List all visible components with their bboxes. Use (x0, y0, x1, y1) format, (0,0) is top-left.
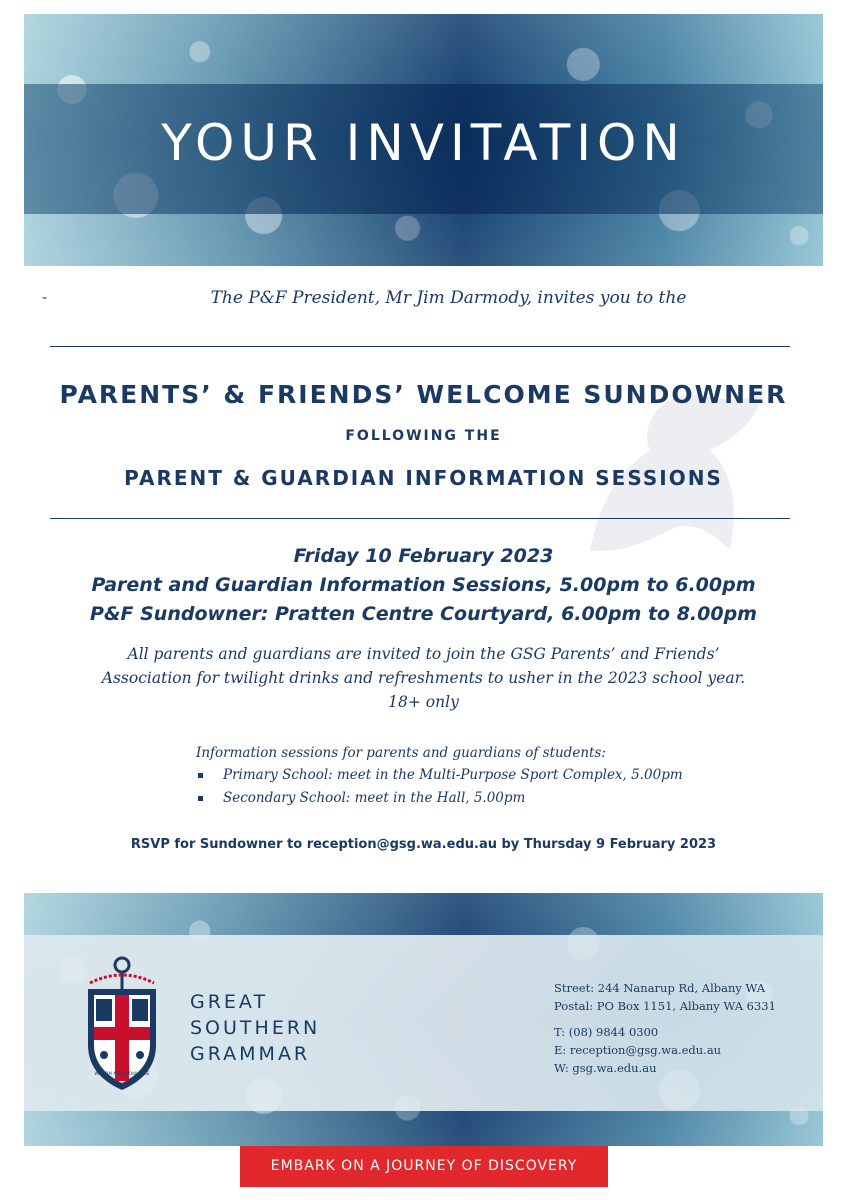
school-crest-icon (82, 955, 162, 1095)
email-address: E: reception@gsg.wa.edu.au (554, 1043, 722, 1057)
invitation-title: YOUR INVITATION (161, 114, 686, 172)
sundowner-time: P&F Sundowner: Pratten Centre Courtyard, 6.00pm to 8.00pm (90, 603, 757, 625)
description-line: All parents and guardians are invited to join the GSG Parents’ and Friends’ (127, 645, 720, 663)
street-address: Street: 244 Nanarup Rd, Albany WA (554, 981, 766, 995)
sessions-intro: Information sessions for parents and guardians of students: (196, 745, 606, 761)
website: W: gsg.wa.edu.au (554, 1061, 657, 1075)
session-primary: Primary School: meet in the Multi-Purpose Sport Complex, 5.00pm (223, 767, 683, 783)
contact-details (554, 979, 776, 1077)
divider-top (50, 346, 790, 347)
description-line: Association for twilight drinks and refreshments to usher in the 2023 school year. (101, 669, 746, 687)
divider-bottom (50, 518, 790, 519)
rsvp-text: RSVP for Sundowner to reception@gsg.wa.edu.au by Thursday 9 February 2023 (130, 837, 717, 852)
event-date: Friday 10 February 2023 (293, 545, 554, 567)
list-item (196, 787, 683, 810)
stray-dash: - (42, 290, 48, 306)
age-restriction: 18+ only (388, 693, 459, 711)
intro-text: The P&F President, Mr Jim Darmody, invites you to the (210, 288, 687, 308)
info-session-time: Parent and Guardian Information Sessions, 5.00pm to 6.00pm (91, 574, 756, 596)
bullet-icon (198, 796, 203, 801)
event-details (0, 542, 847, 629)
school-name-line: SOUTHERN (190, 1017, 321, 1039)
event-description (80, 642, 767, 714)
session-secondary: Secondary School: meet in the Hall, 5.00pm (223, 790, 526, 806)
phone-number: T: (08) 9844 0300 (554, 1025, 659, 1039)
school-name (190, 989, 320, 1067)
list-item (196, 764, 683, 787)
postal-address: Postal: PO Box 1151, Albany WA 6331 (554, 999, 776, 1013)
event-subtitle: PARENT & GUARDIAN INFORMATION SESSIONS (124, 466, 723, 490)
school-name-line: GREAT (190, 991, 269, 1013)
event-title: PARENTS’ & FRIENDS’ WELCOME SUNDOWNER (59, 380, 788, 409)
bullet-icon (198, 773, 203, 778)
following-label: FOLLOWING THE (345, 428, 502, 444)
header-image (24, 14, 823, 266)
sessions-list (196, 742, 683, 810)
footer-image (24, 893, 823, 1146)
school-name-line: GRAMMAR (190, 1043, 311, 1065)
crest-motto: WISDOM AND KNOWLEDGE (94, 1071, 150, 1076)
tagline-banner: EMBARK ON A JOURNEY OF DISCOVERY (240, 1146, 608, 1187)
